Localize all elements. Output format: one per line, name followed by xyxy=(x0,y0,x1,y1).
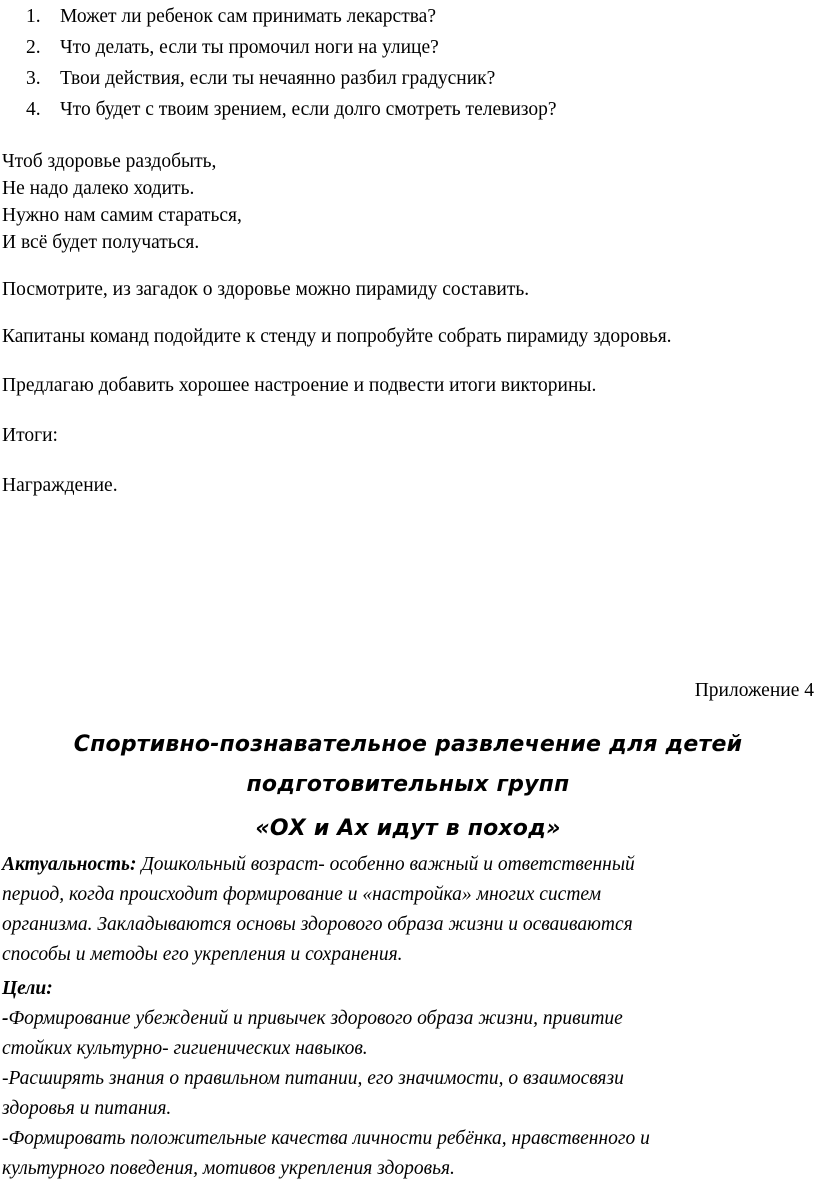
goal-text: здоровья и питания. xyxy=(2,1098,172,1119)
question-text: Что делать, если ты промочил ноги на улице? xyxy=(60,37,439,58)
title-line-2: подготовительных групп xyxy=(246,772,570,797)
paragraph-award: Награждение. xyxy=(2,475,118,496)
paragraph-mood: Предлагаю добавить хорошее настроение и подвести итоги викторины. xyxy=(2,375,597,396)
poem-line: Не надо далеко ходить. xyxy=(2,178,195,199)
goal-text: стойких культурно- гигиенических навыков. xyxy=(2,1038,368,1059)
poem xyxy=(2,148,242,256)
paragraph-pyramid: Посмотрите, из загадок о здоровье можно пирамиду составить. xyxy=(2,279,530,300)
title-line-1: Спортивно-познавательное развлечение для детей xyxy=(73,732,743,757)
question-list xyxy=(26,4,557,128)
goals-label: Цели: xyxy=(2,978,53,999)
relevance-label: Актуальность: xyxy=(2,854,137,875)
poem-line: И всё будет получаться. xyxy=(2,232,200,253)
list-item: 3. Твои действия, если ты нечаянно разбил градусник? xyxy=(26,68,496,89)
poem-line: Чтоб здоровье раздобыть, xyxy=(2,151,217,172)
question-text: Твои действия, если ты нечаянно разбил градусник? xyxy=(60,68,496,89)
list-item: 4. Что будет с твоим зрением, если долго смотреть телевизор? xyxy=(26,99,557,120)
relevance-section xyxy=(2,850,635,970)
poem-line: Нужно нам самим стараться, xyxy=(2,205,242,226)
list-item: 1. Может ли ребенок сам принимать лекарства? xyxy=(26,6,436,27)
paragraph-results: Итоги: xyxy=(2,425,58,446)
relevance-text: способы и методы его укрепления и сохранения. xyxy=(2,944,403,965)
goals-section xyxy=(2,974,650,1184)
question-text: Может ли ребенок сам принимать лекарства? xyxy=(60,6,436,27)
list-item: 2. Что делать, если ты промочил ноги на улице? xyxy=(26,37,439,58)
appendix-label: Приложение 4 xyxy=(694,680,814,701)
relevance-text: период, когда происходит формирование и «настройка» многих систем xyxy=(2,884,602,905)
relevance-text: Дошкольный возраст- особенно важный и ответственный xyxy=(136,854,635,875)
title-line-3: «ОХ и Ах идут в поход» xyxy=(255,816,561,841)
question-text: Что будет с твоим зрением, если долго смотреть телевизор? xyxy=(60,99,557,120)
goal-text: Формирование убеждений и привычек здорового образа жизни, привитие xyxy=(8,1008,623,1029)
relevance-text: организма. Закладываются основы здорового образа жизни и осваиваются xyxy=(2,914,633,935)
goal-text: культурного поведения, мотивов укрепления здоровья. xyxy=(2,1158,455,1179)
paragraph-captains: Капитаны команд подойдите к стенду и попробуйте собрать пирамиду здоровья. xyxy=(2,326,672,347)
goal-text: -Формировать положительные качества личности ребёнка, нравственного и xyxy=(2,1128,650,1149)
goal-text: -Расширять знания о правильном питании, его значимости, о взаимосвязи xyxy=(2,1068,624,1089)
goal-dash: - xyxy=(2,1008,9,1029)
